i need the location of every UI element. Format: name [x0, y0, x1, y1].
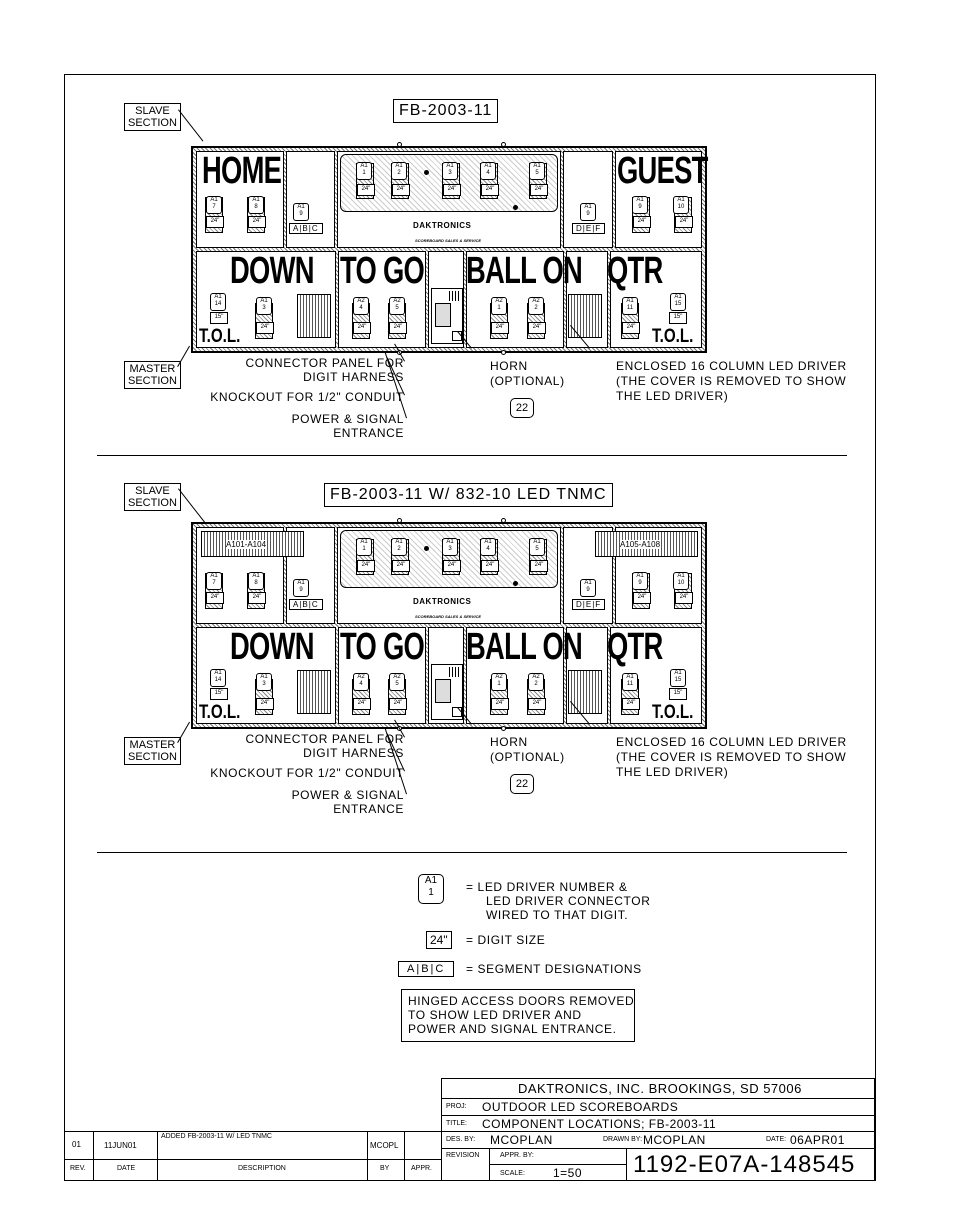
tnmc-right [595, 531, 698, 557]
driver-hex-tag: A1 4 [480, 162, 496, 180]
drawing-number: 1192-E07A-148545 [633, 1151, 856, 1178]
horn-number-tag: 22 [510, 774, 534, 794]
connector-panel [431, 664, 463, 720]
driver-hex-tag: A1 7 [206, 196, 222, 214]
brand-logo: DAKTRONICS [413, 221, 472, 230]
legend-hex-top: A1 [424, 875, 438, 886]
drawn-by: MCOPLAN [643, 1133, 706, 1147]
proj-label: PROJ: [446, 1103, 467, 1110]
led-driver-left [297, 294, 331, 338]
driver-hex-tag: A2 4 [353, 297, 369, 315]
callout-knockout: KNOCKOUT FOR 1/2" CONDUIT [210, 390, 404, 404]
to-go-label: TO GO [340, 626, 425, 668]
digit-size-tag: 24" [357, 560, 375, 572]
master-section-label: MASTER SECTION [124, 361, 181, 389]
callout-power: POWER & SIGNAL [291, 412, 404, 426]
to-go-label: TO GO [340, 250, 425, 292]
segment-left: A|B|C [289, 599, 323, 610]
slave-section-label: SLAVE SECTION [124, 103, 181, 131]
callout-power: POWER & SIGNAL [291, 788, 404, 802]
digit-size-tag: 24" [481, 184, 499, 196]
driver-hex-tag: A2 2 [528, 673, 544, 691]
header-rev: REV. [70, 1165, 86, 1172]
driver-hex-tag: A2 4 [353, 673, 369, 691]
rev-by: MCOPL [370, 1141, 399, 1150]
digit-size-tag: 24" [633, 216, 651, 228]
digit-size-tag: 24" [248, 216, 266, 228]
driver-hex-tag: A1 14 [210, 293, 226, 311]
callout-connector: CONNECTOR PANEL FOR [245, 356, 404, 370]
legend-seg-box: A|B|C [398, 961, 454, 977]
digit-size-tag: 24" [256, 322, 274, 334]
digit-size-tag: 24" [481, 560, 499, 572]
tol-right-label: T.O.L. [652, 702, 694, 723]
guest-label: GUEST [617, 150, 708, 192]
digit-size-tag: 24" [392, 560, 410, 572]
drawing-date: 06APR01 [790, 1133, 845, 1147]
callout-driver2: (THE COVER IS REMOVED TO SHOW [616, 374, 847, 388]
driver-hex-tag: A1 5 [529, 162, 545, 180]
rev-date: 11JUN01 [104, 1141, 137, 1150]
driver-hex-tag: A1 3 [256, 297, 272, 315]
digit-size-tag: 24" [528, 322, 546, 334]
digit-size-tag: 24" [528, 698, 546, 710]
callout-driver2: (THE COVER IS REMOVED TO SHOW [616, 750, 847, 764]
designer: MCOPLAN [490, 1133, 553, 1147]
driver-hex-tag: A1 14 [210, 669, 226, 687]
qtr-label: QTR [607, 250, 663, 292]
driver-hex-tag: A1 9 [632, 196, 648, 214]
header-by: BY [380, 1165, 390, 1172]
driver-hex-tag: A1 5 [529, 538, 545, 556]
legend-driver-desc-3: WIRED TO THAT DIGIT. [486, 908, 629, 922]
callout-driver1: ENCLOSED 16 COLUMN LED DRIVER [616, 359, 847, 373]
driver-hex-tag: A1 15 [670, 293, 686, 311]
digit-size-tag: 24" [443, 184, 461, 196]
tnmc-left-label: A101-A104 [226, 540, 267, 549]
driver-hex-tag: A1 4 [480, 538, 496, 556]
digit-size-tag: 24" [530, 184, 548, 196]
callout-connector2: DIGIT HARNESS [303, 746, 404, 760]
rev-number: 01 [72, 1140, 81, 1149]
brand-subtitle: SCOREBOARD SALES & SERVICE [415, 238, 482, 243]
digit-size-tag: 24" [622, 698, 640, 710]
driver-hex-tag: A1 9 [293, 203, 309, 221]
legend-driver-desc-2: LED DRIVER CONNECTOR [486, 894, 651, 908]
header-appr: APPR. [411, 1165, 433, 1172]
legend-driver-desc-1: = LED DRIVER NUMBER & [466, 880, 628, 894]
digit-size-tag: 24" [622, 322, 640, 334]
driver-hex-tag: A2 5 [389, 297, 405, 315]
separator-line-2 [97, 852, 847, 853]
legend-note-3: POWER AND SIGNAL ENTRANCE. [408, 1022, 617, 1036]
digit-size-tag: 24" [389, 698, 407, 710]
tol-left-label: T.O.L. [199, 702, 241, 723]
rev-description: ADDED FB-2003-11 W/ LED TNMC [161, 1133, 272, 1140]
callout-knockout: KNOCKOUT FOR 1/2" CONDUIT [210, 766, 404, 780]
driver-hex-tag: A1 1 [356, 538, 372, 556]
des-label: DES. BY: [446, 1136, 476, 1143]
digit-size-tag: 15" [210, 688, 228, 700]
driver-hex-tag: A1 9 [632, 572, 648, 590]
legend-note-2: TO SHOW LED DRIVER AND [408, 1008, 582, 1022]
driver-hex-tag: A1 9 [580, 579, 596, 597]
master-section-label: MASTER SECTION [124, 737, 181, 765]
driver-hex-tag: A1 3 [442, 538, 458, 556]
digit-size-tag: 24" [392, 184, 410, 196]
brand-subtitle: SCOREBOARD SALES & SERVICE [415, 614, 482, 619]
digit-size-tag: 24" [491, 322, 509, 334]
digit-size-tag: 24" [256, 698, 274, 710]
segment-left: A|B|C [289, 223, 323, 234]
driver-hex-tag: A2 1 [491, 297, 507, 315]
ball-on-label: BALL ON [466, 626, 583, 668]
date-label: DATE: [766, 1136, 787, 1143]
header-description: DESCRIPTION [238, 1165, 286, 1172]
driver-hex-tag: A2 2 [528, 297, 544, 315]
drawn-label: DRAWN BY: [603, 1136, 643, 1143]
tol-right-label: T.O.L. [652, 326, 694, 347]
segment-right: D|E|F [572, 599, 605, 610]
digit-size-tag: 24" [633, 592, 651, 604]
digit-size-tag: 24" [443, 560, 461, 572]
callout-horn2: (OPTIONAL) [490, 750, 565, 764]
tnmc-left [201, 531, 304, 557]
digit-size-tag: 24" [530, 560, 548, 572]
callout-power2: ENTRANCE [333, 802, 404, 816]
callout-driver1: ENCLOSED 16 COLUMN LED DRIVER [616, 735, 847, 749]
down-label: DOWN [230, 250, 314, 292]
down-label: DOWN [230, 626, 314, 668]
driver-hex-tag: A1 15 [670, 669, 686, 687]
revision-label: REVISION [446, 1152, 480, 1159]
driver-hex-tag: A1 2 [391, 162, 407, 180]
drawing-title: COMPONENT LOCATIONS; FB-2003-11 [482, 1117, 717, 1131]
appr-label: APPR. BY: [500, 1152, 534, 1159]
driver-hex-tag: A1 7 [206, 572, 222, 590]
separator-line-1 [97, 455, 847, 456]
callout-horn: HORN [490, 359, 528, 373]
legend-note-box [401, 989, 635, 1042]
digit-size-tag: 24" [389, 322, 407, 334]
callout-power2: ENTRANCE [333, 426, 404, 440]
scale-label: SCALE: [500, 1170, 525, 1177]
digit-size-tag: 15" [669, 312, 687, 324]
driver-hex-tag: A1 3 [256, 673, 272, 691]
digit-size-tag: 24" [357, 184, 375, 196]
legend-seg-desc: = SEGMENT DESIGNATIONS [466, 962, 642, 976]
horn-number-tag: 22 [510, 398, 534, 418]
led-driver-right [568, 670, 602, 714]
qtr-label: QTR [607, 626, 663, 668]
digit-size-tag: 24" [353, 322, 371, 334]
led-driver-left [297, 670, 331, 714]
diagram-title: FB-2003-11 W/ 832-10 LED TNMC [324, 483, 613, 507]
title-label: TITLE: [446, 1120, 468, 1127]
header-date: DATE [117, 1165, 136, 1172]
digit-size-tag: 24" [353, 698, 371, 710]
digit-size-tag: 24" [248, 592, 266, 604]
slave-section-label: SLAVE SECTION [124, 483, 181, 511]
company-name: DAKTRONICS, INC. BROOKINGS, SD 57006 [518, 1081, 802, 1096]
legend-size-box: 24" [426, 931, 452, 949]
driver-hex-tag: A2 5 [389, 673, 405, 691]
digit-size-tag: 24" [675, 216, 693, 228]
legend-size-desc: = DIGIT SIZE [466, 933, 546, 947]
tnmc-right-label: A105-A108 [620, 540, 661, 549]
digit-size-tag: 24" [675, 592, 693, 604]
driver-hex-tag: A1 8 [248, 572, 264, 590]
driver-hex-tag: A1 10 [673, 572, 689, 590]
brand-logo: DAKTRONICS [413, 597, 472, 606]
callout-driver3: THE LED DRIVER) [616, 765, 729, 779]
driver-hex-tag: A1 2 [391, 538, 407, 556]
callout-connector2: DIGIT HARNESS [303, 370, 404, 384]
callout-horn: HORN [490, 735, 528, 749]
callout-driver3: THE LED DRIVER) [616, 389, 729, 403]
driver-hex-tag: A1 9 [293, 579, 309, 597]
diagram-title: FB-2003-11 [393, 99, 498, 123]
driver-hex-tag: A2 1 [491, 673, 507, 691]
digit-size-tag: 24" [206, 592, 224, 604]
ball-on-label: BALL ON [466, 250, 583, 292]
segment-right: D|E|F [572, 223, 605, 234]
digit-size-tag: 24" [206, 216, 224, 228]
legend-note-1: HINGED ACCESS DOORS REMOVED [408, 994, 635, 1008]
legend-hex-bottom: 1 [428, 887, 434, 898]
scale-value: 1=50 [553, 1166, 583, 1180]
project-name: OUTDOOR LED SCOREBOARDS [482, 1100, 679, 1114]
driver-hex-tag: A1 9 [580, 203, 596, 221]
driver-hex-tag: A1 3 [442, 162, 458, 180]
led-driver-right [568, 294, 602, 338]
tol-left-label: T.O.L. [199, 326, 241, 347]
driver-hex-tag: A1 11 [622, 673, 638, 691]
driver-hex-tag: A1 8 [248, 196, 264, 214]
connector-panel [431, 288, 463, 344]
callout-horn2: (OPTIONAL) [490, 374, 565, 388]
legend-driver-hex [418, 874, 444, 904]
driver-hex-tag: A1 11 [622, 297, 638, 315]
driver-hex-tag: A1 10 [673, 196, 689, 214]
home-label: HOME [202, 150, 282, 192]
digit-size-tag: 24" [491, 698, 509, 710]
callout-connector: CONNECTOR PANEL FOR [245, 732, 404, 746]
digit-size-tag: 15" [210, 312, 228, 324]
driver-hex-tag: A1 1 [356, 162, 372, 180]
digit-size-tag: 15" [669, 688, 687, 700]
